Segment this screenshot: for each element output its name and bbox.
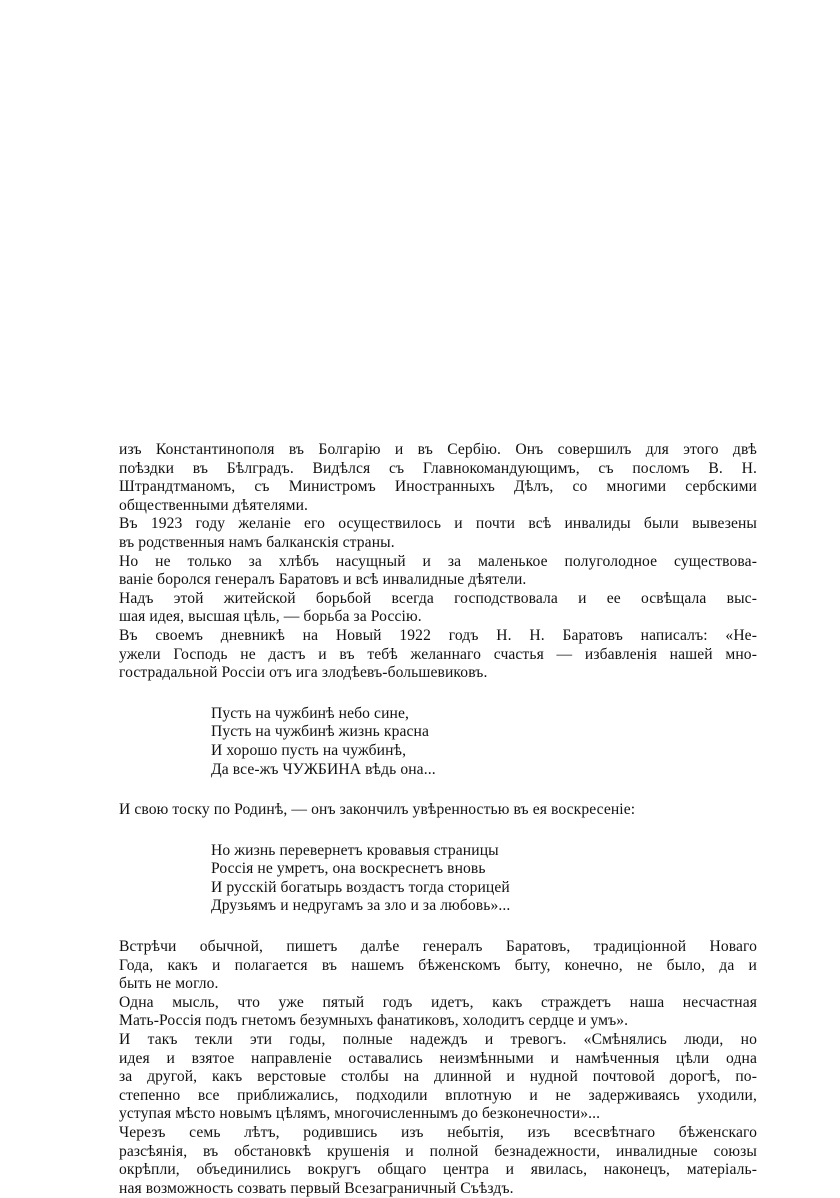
- text-line: Въ своемъ дневникѣ на Новый 1922 годъ Н. Н. Баратовъ написалъ: «Не-: [119, 626, 757, 644]
- text-line: Но не только за хлѣбъ насущный и за маленькое полуголодное существова-: [119, 552, 757, 570]
- poem-line: Но жизнь перевернетъ кровавыя страницы: [211, 841, 499, 859]
- poem-stanza-2: [211, 841, 631, 915]
- body-text: [119, 440, 757, 1197]
- text-line: Года, какъ и полагается въ нашемъ бѣженскомъ быту, конечно, не было, да и: [119, 956, 757, 974]
- paragraph-1: [119, 440, 757, 514]
- paragraph-5: [119, 626, 757, 682]
- text-line: И такъ текли эти годы, полные надеждъ и тревогъ. «Смѣнялись люди, но: [119, 1031, 757, 1049]
- text-line: уступая мѣсто новымъ цѣлямъ, многочисленнымъ до безконечности»...: [119, 1105, 601, 1123]
- text-line: въ родственныя намъ балканскія страны.: [119, 533, 395, 551]
- text-line: идея и взятое направленіе оставались неизмѣнными и намѣченныя цѣли одна: [119, 1049, 757, 1067]
- text-line: ужели Господь не дастъ и въ тебѣ желаннаго счастья — избавленія нашей мно-: [119, 645, 757, 663]
- spacer: [119, 682, 757, 704]
- text-line: гострадальной Россіи отъ ига злодѣевъ-большевиковъ.: [119, 664, 488, 682]
- paragraph-8: [119, 1030, 757, 1123]
- text-line: поѣздки въ Бѣлградъ. Видѣлся съ Главнокомандующимъ, съ посломъ В. Н.: [119, 459, 757, 477]
- text-line: И свою тоску по Родинѣ, — онъ закончилъ увѣренностью въ ея воскресеніе:: [119, 801, 636, 819]
- text-line: изъ Константинополя въ Болгарію и въ Сербію. Онъ совершилъ для этого двѣ: [119, 441, 757, 458]
- text-line: разсѣянія, въ обстановкѣ крушенія и полной безнадежности, инвалидные союзы: [119, 1142, 757, 1160]
- text-line: Одна мысль, что уже пятый годъ идетъ, какъ страждетъ наша несчастная: [119, 993, 757, 1011]
- paragraph-2: [119, 514, 757, 551]
- paragraph-7: [119, 993, 757, 1030]
- text-line: Штрандтманомъ, съ Министромъ Иностранныхъ Дѣлъ, со многими сербскими: [119, 478, 757, 496]
- poem-line: Друзьямъ и недругамъ за зло и за любовь»...: [211, 897, 511, 915]
- text-line: степенно все приближались, подходили вплотную и не задерживаясь уходили,: [119, 1086, 757, 1104]
- poem-line: Пусть на чужбинѣ жизнь красна: [211, 723, 429, 741]
- text-line: Мать-Россія подъ гнетомъ безумныхъ фанатиковъ, холодитъ сердце и умъ».: [119, 1012, 629, 1030]
- paragraph-3: [119, 552, 757, 589]
- text-line: Въ 1923 году желаніе его осуществилось и почти всѣ инвалиды были вывезены: [119, 515, 757, 533]
- spacer: [119, 819, 757, 841]
- spacer: [119, 778, 757, 800]
- text-line: Черезъ семь лѣтъ, родившись изъ небытія, изъ всесвѣтнаго бѣженскаго: [119, 1124, 757, 1141]
- text-line: быть не могло.: [119, 975, 219, 993]
- paragraph-6: [119, 937, 757, 993]
- bridge-paragraph: [119, 800, 757, 819]
- poem-line: И русскій богатырь воздастъ тогда сторицей: [211, 878, 510, 896]
- paragraph-9: [119, 1123, 757, 1197]
- text-line: ная возможность созвать первый Всезаграничный Съѣздъ.: [119, 1179, 514, 1197]
- text-line: ваніе боролся генералъ Баратовъ и всѣ инвалидные дѣятели.: [119, 571, 527, 589]
- text-line: за другой, какъ верстовые столбы на длинной и нудной почтовой дорогѣ, по-: [119, 1068, 757, 1086]
- poem-stanza-1: [211, 704, 631, 778]
- spacer: [119, 915, 757, 937]
- text-line: шая идея, высшая цѣль, — борьба за Россію.: [119, 608, 422, 626]
- poem-line: Да все-жъ ЧУЖБИНА вѣдь она...: [211, 760, 436, 778]
- text-line: Надъ этой житейской борьбой всегда господствовала и ее освѣщала выс-: [119, 589, 757, 607]
- poem-line: Россія не умретъ, она воскреснетъ вновь: [211, 860, 486, 878]
- text-line: окрѣпли, объединились вокругъ общаго центра и явилась, наконецъ, матеріаль-: [119, 1161, 757, 1179]
- poem-line: И хорошо пусть на чужбинѣ,: [211, 741, 407, 759]
- poem-line: Пусть на чужбинѣ небо сине,: [211, 704, 409, 722]
- text-line: общественными дѣятелями.: [119, 496, 309, 514]
- paragraph-4: [119, 589, 757, 626]
- text-line: Встрѣчи обычной, пишетъ далѣе генералъ Баратовъ, традиціонной Новаго: [119, 938, 757, 956]
